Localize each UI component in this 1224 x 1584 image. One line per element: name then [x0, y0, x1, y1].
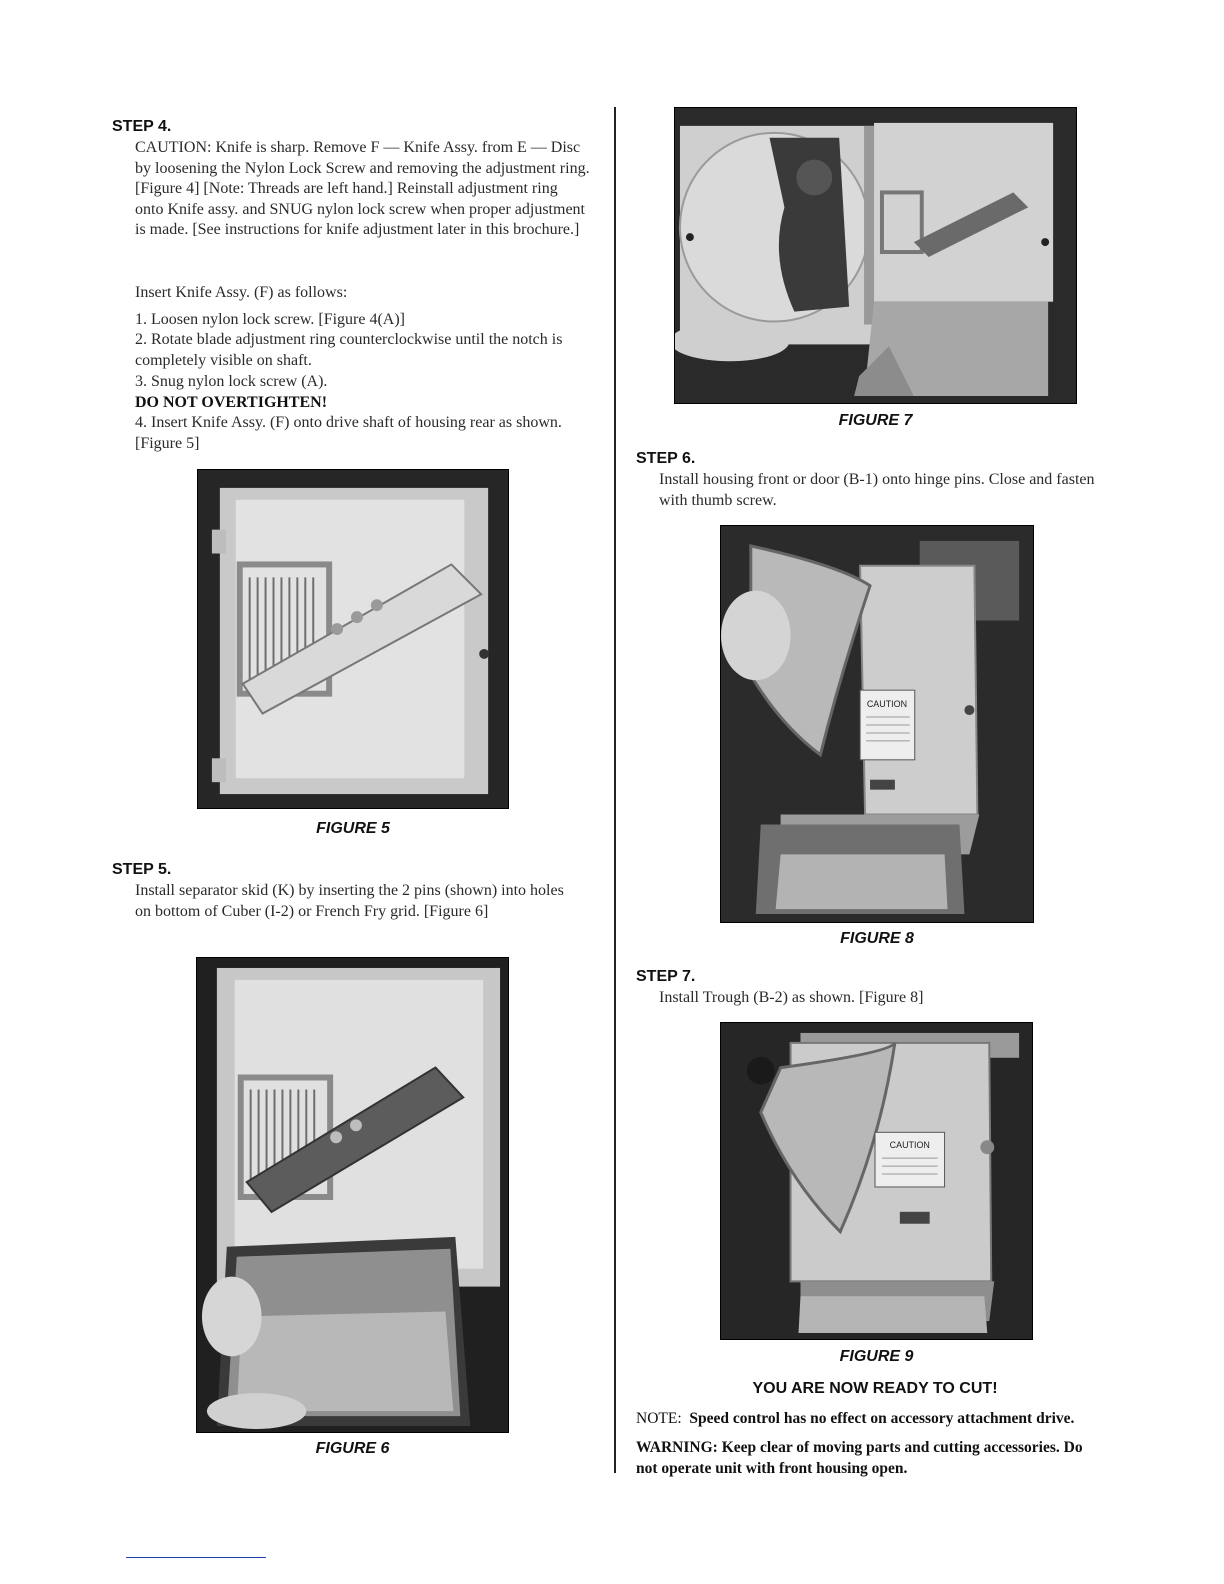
figure8-caption: FIGURE 8: [840, 930, 914, 947]
figure7-photo: [674, 107, 1077, 404]
ready-to-cut-banner: YOU ARE NOW READY TO CUT!: [752, 1380, 998, 1397]
footnote-rule: [126, 1557, 266, 1558]
step5-text: Install separator skid (K) by inserting the 2 pins (shown) into holes on bottom of Cuber (I-2) or French Fry grid. [Figure 6]: [135, 882, 564, 920]
figure9-caption: FIGURE 9: [839, 1348, 914, 1365]
figure6-caption: FIGURE 6: [315, 1440, 390, 1457]
figure6-photo: [196, 957, 509, 1433]
step6-text: Install housing front or door (B-1) onto hinge pins. Close and fasten with thumb screw.: [659, 471, 1095, 509]
note-label: NOTE:: [636, 1410, 682, 1427]
step4-heading: STEP 4.: [112, 118, 172, 135]
figure8-caution-label: CAUTION: [866, 699, 908, 710]
step4-insert-intro: Insert Knife Assy. (F) as follows:: [135, 284, 348, 301]
warning-text: Keep clear of moving parts and cutting accessories. Do not operate unit with front housing open.: [636, 1439, 1083, 1477]
step4-item-4: 4. Insert Knife Assy. (F) onto drive shaft of housing rear as shown. [Figure 5]: [135, 414, 562, 452]
figure8-photo: [720, 525, 1034, 923]
figure7-caption: FIGURE 7: [838, 412, 913, 429]
step7-heading: STEP 7.: [636, 968, 696, 985]
step6-heading: STEP 6.: [636, 450, 696, 467]
warning-label: WARNING:: [636, 1439, 718, 1456]
warning-paragraph: [636, 1437, 1106, 1479]
step4-item-1: 1. Loosen nylon lock screw. [Figure 4(A)]: [135, 311, 406, 328]
column-divider: [614, 107, 616, 1473]
step4-item-3: 3. Snug nylon lock screw (A).: [135, 373, 328, 390]
step4-item-2: 2. Rotate blade adjustment ring counterclockwise until the notch is completely visible on shaft.: [135, 331, 563, 369]
figure5-caption: FIGURE 5: [316, 820, 390, 837]
note-paragraph: [636, 1408, 1126, 1429]
step4-caution-paragraph: CAUTION: Knife is sharp. Remove F — Knife Assy. from E — Disc by loosening the Nylon Lock Screw and removing the adjustment ring. [Figure 4] [Note: Threads are left hand.] Reinstall adjustment ring onto Knife assy. and SNUG nylon lock screw when proper adjustment is made. [See instructions for knife adjustment later in this brochure.]: [135, 139, 590, 238]
step4-overtighten-warning: DO NOT OVERTIGHTEN!: [135, 394, 328, 411]
step5-heading: STEP 5.: [112, 861, 172, 878]
step7-text: Install Trough (B-2) as shown. [Figure 8]: [659, 989, 924, 1006]
figure9-photo: [720, 1022, 1033, 1340]
figure9-caution-label: CAUTION: [889, 1140, 930, 1151]
figure5-photo: [197, 469, 509, 809]
note-text: Speed control has no effect on accessory attachment drive.: [689, 1410, 1075, 1427]
